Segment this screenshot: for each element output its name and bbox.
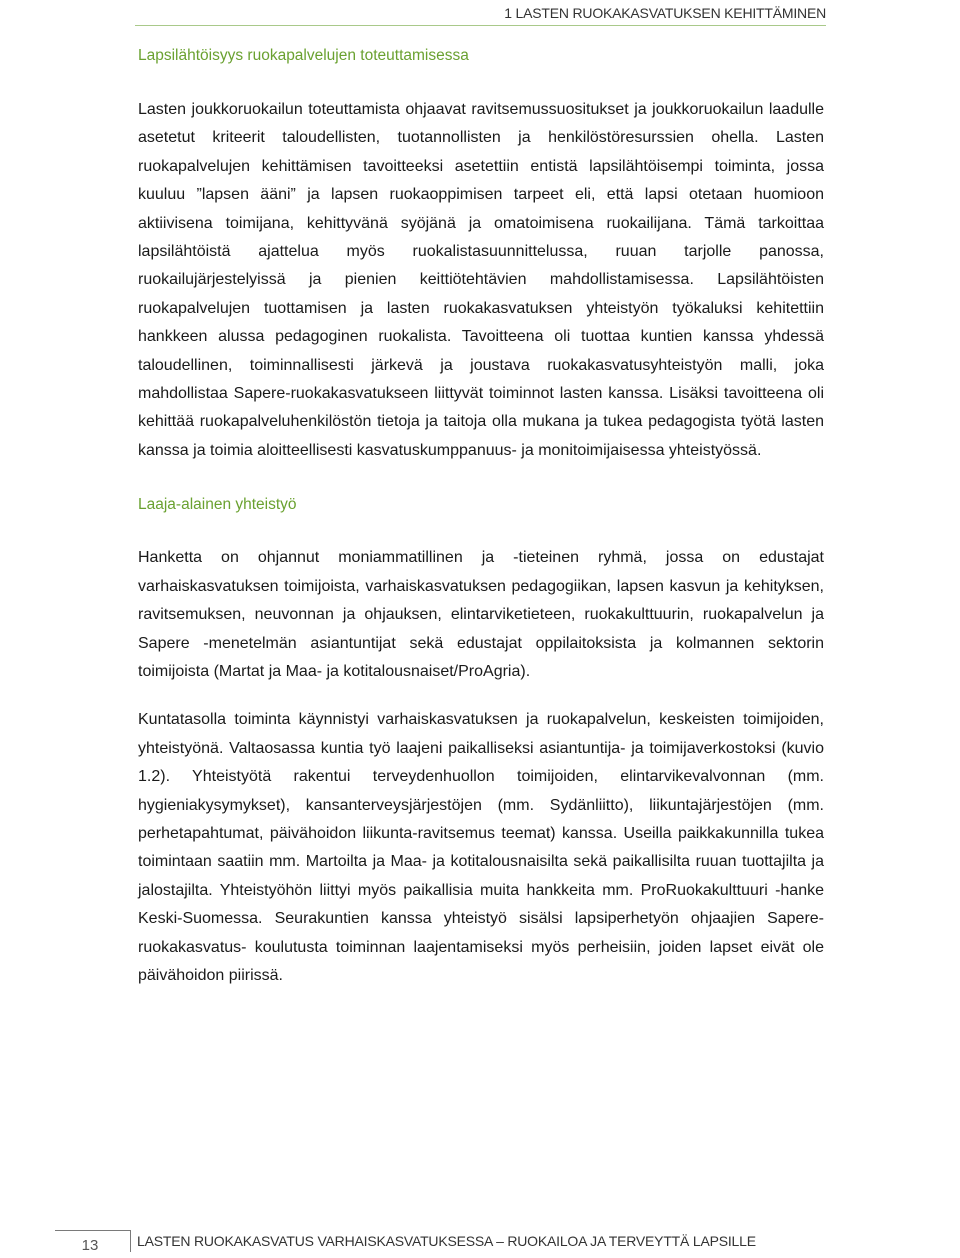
paragraph-ohjausryhma: Hanketta on ohjannut moniammatillinen ja -tieteinen ryhmä, jossa on edustajat varhaiskasvatuksen toimijoista, varhaiskasvatuksen pedagogiikan, lapsen kasvun ja kehityksen, ravitsemuksen, neuvonnan ja ohjauksen, elintarviketieteen, ruokakulttuurin, ruokapalvelun ja Sapere -menetelmän asiantuntijat sekä edustajat oppilaitoksista ja kolmannen sektorin toimijoista (Martat ja Maa- ja kotitalousnaiset/ProAgria). — [138, 549, 824, 680]
page-content — [138, 44, 824, 990]
paragraph-kuntataso: Kuntatasolla toiminta käynnistyi varhaiskasvatuksen ja ruokapalvelun, keskeisten toimijoiden, yhteistyönä. Valtaosassa kuntia työ laajeni paikalliseksi asiantuntija- ja toimijaverkostoksi (kuvio 1.2). Yhteistyötä rakentui terveydenhuollon toimijoiden, elintarvikevalvonnan (mm. hygieniakysymykset), kansanterveysjärjestöjen (mm. Sydänliitto), liikuntajärjestöjen (mm. perhetapahtumat, päivähoidon liikunta-ravitsemus teemat) kanssa. Useilla paikkakunnilla tukea toimintaan saatiin mm. Martoilta ja Maa- ja kotitalousnaisilta sekä paikallisilta ruuan tuottajilta ja jalostajilta. Yhteistyöhön liittyi myös paikallisia muita hankkeita mm. ProRuokakulttuuri -hanke Keski-Suomessa. Seurakuntien kanssa yhteistyö sisälsi lapsiperhetyön ohjaajien Sapere-ruokakasvatus- koulutusta toiminnan laajentamiseksi myös perheisiin, joiden lapset eivät ole päivähoidon piirissä. — [138, 711, 824, 984]
page-number: 13 — [81, 1237, 99, 1254]
footer-divider — [130, 1230, 131, 1252]
paragraph-lapsilahtoisyys: Lasten joukkoruokailun toteuttamista ohjaavat ravitsemussuositukset ja joukkoruokailun laadulle asetetut kriteerit taloudellisten, tuotannollisten ja henkilöstöresurssien ohella. Lasten ruokapalvelujen kehittämisen tavoitteeksi asetettiin entistä lapsilähtöisempi toiminta, jossa kuuluu ”lapsen ääni” ja lapsen ruokaoppimisen tarpeet eli, että lapsi otetaan huomioon aktiivisena toimijana, kehittyvänä syöjänä ja omatoimisena ruokailijana. Tämä tarkoittaa lapsilähtöistä ajattelua myös ruokalistasuunnittelussa, ruuan tarjolle panossa, ruokailujärjestelyissä ja pienien keittiötehtävien mahdollistamisessa. Lapsilähtöisten ruokapalvelujen tuottamisen ja lasten ruokakasvatuksen yhteistyön työkaluksi kehitettiin hankkeen alussa pedagoginen ruokalista. Tavoitteena oli tuottaa kuntien kanssa yhdessä taloudellinen, toiminnallisesti järkevä ja joustava ruokakasvatusyhteistyön malli, joka mahdollistaa Sapere-ruokakasvatukseen liittyvät toiminnot lasten kanssa. Lisäksi tavoitteena oli kehittää ruokapalveluhenkilöstön tietoja ja taitoja olla mukana ja tukea pedagogista työtä lasten kanssa ja toimia aloitteellisesti kasvatuskumppanuus- ja monitoimijaisessa yhteistyössä. — [138, 101, 824, 459]
section-heading-lapsilahtoisyys: Lapsilähtöisyys ruokapalvelujen toteuttamisessa — [138, 47, 469, 64]
running-header: 1 LASTEN RUOKAKASVATUKSEN KEHITTÄMINEN — [135, 5, 826, 26]
section-heading-yhteistyo: Laaja-alainen yhteistyö — [138, 496, 297, 514]
footer-rule — [55, 1230, 131, 1231]
footer-title: LASTEN RUOKAKASVATUS VARHAISKASVATUKSESSA – RUOKAILOA JA TERVEYTTÄ LAPSILLE — [137, 1233, 756, 1249]
